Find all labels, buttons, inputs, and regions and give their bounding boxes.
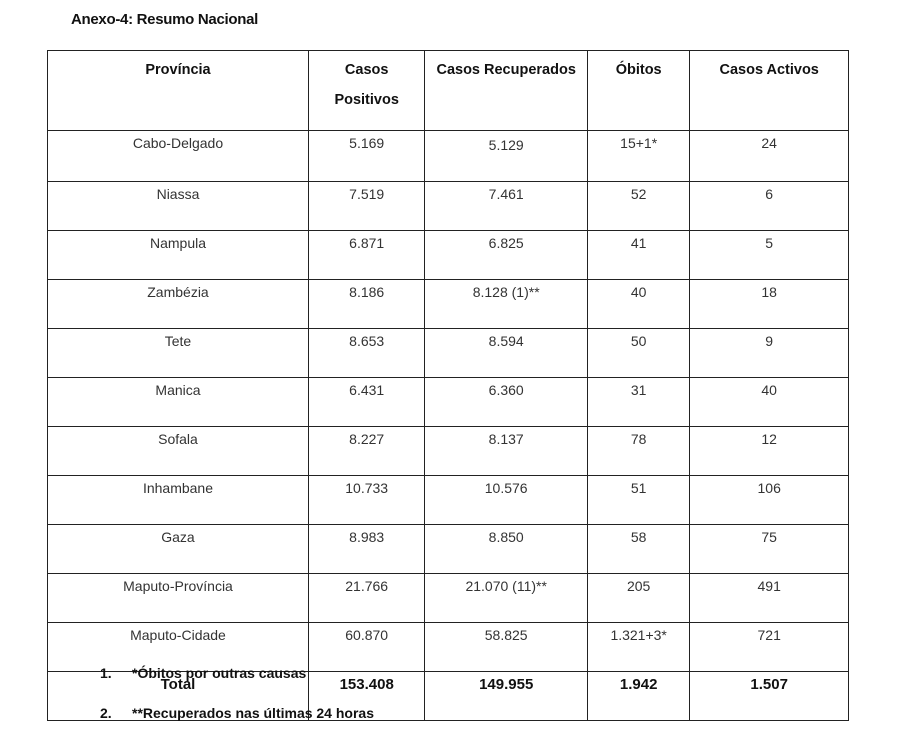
cell-provincia: Maputo-Província <box>48 574 309 623</box>
cell-obitos: 78 <box>587 427 689 476</box>
cell-provincia: Cabo-Delgado <box>48 131 309 182</box>
cell-casos-positivos: 10.733 <box>308 476 424 525</box>
cell-casos-activos: 18 <box>690 280 849 329</box>
cell-casos-activos: 106 <box>690 476 849 525</box>
cell-casos-recuperados: 6.360 <box>425 378 588 427</box>
cell-casos-positivos: 8.983 <box>308 525 424 574</box>
cell-casos-positivos: 5.169 <box>308 131 424 182</box>
cell-casos-positivos: 6.431 <box>308 378 424 427</box>
cell-casos-recuperados: 10.576 <box>425 476 588 525</box>
cell-casos-activos: 491 <box>690 574 849 623</box>
total-casos-activos: 1.507 <box>690 672 849 721</box>
footnotes <box>100 665 374 745</box>
footnote-number: 1. <box>100 665 112 681</box>
footnote <box>100 705 374 745</box>
cell-obitos: 31 <box>587 378 689 427</box>
cell-casos-activos: 24 <box>690 131 849 182</box>
table-row <box>48 378 849 427</box>
cell-casos-activos: 40 <box>690 378 849 427</box>
footnote-number: 2. <box>100 705 112 721</box>
cell-casos-activos: 5 <box>690 231 849 280</box>
footnote-text: *Óbitos por outras causas <box>132 665 307 681</box>
cell-casos-recuperados: 8.594 <box>425 329 588 378</box>
cell-obitos: 40 <box>587 280 689 329</box>
table-row <box>48 427 849 476</box>
footnote-text: **Recuperados nas últimas 24 horas <box>132 705 374 721</box>
table-row <box>48 280 849 329</box>
cell-casos-positivos: 8.653 <box>308 329 424 378</box>
total-casos-recuperados: 149.955 <box>425 672 588 721</box>
table-row <box>48 574 849 623</box>
cell-casos-activos: 12 <box>690 427 849 476</box>
cell-casos-recuperados: 8.850 <box>425 525 588 574</box>
cell-casos-recuperados: 8.128 (1)** <box>425 280 588 329</box>
cell-casos-positivos: 8.186 <box>308 280 424 329</box>
header-casos-line1: Casos <box>344 62 389 78</box>
cell-casos-activos: 9 <box>690 329 849 378</box>
table-row <box>48 182 849 231</box>
cell-casos-recuperados: 21.070 (11)** <box>425 574 588 623</box>
cell-casos-activos: 721 <box>690 623 849 672</box>
cell-casos-recuperados: 5.129 <box>425 131 588 182</box>
table-row <box>48 231 849 280</box>
cell-provincia: Inhambane <box>48 476 309 525</box>
header-obitos: Óbitos <box>587 51 689 131</box>
cell-obitos: 1.321+3* <box>587 623 689 672</box>
total-obitos: 1.942 <box>587 672 689 721</box>
footnote <box>100 665 374 705</box>
cell-casos-activos: 6 <box>690 182 849 231</box>
cell-provincia: Nampula <box>48 231 309 280</box>
total-provincia: Total <box>48 672 309 721</box>
table-header-row <box>48 51 849 131</box>
cell-casos-positivos: 8.227 <box>308 427 424 476</box>
cell-casos-positivos: 21.766 <box>308 574 424 623</box>
table-row <box>48 329 849 378</box>
cell-casos-activos: 75 <box>690 525 849 574</box>
cell-casos-positivos: 7.519 <box>308 182 424 231</box>
cell-casos-recuperados: 6.825 <box>425 231 588 280</box>
cell-provincia: Zambézia <box>48 280 309 329</box>
header-casos-activos: Casos Activos <box>690 51 849 131</box>
cell-obitos: 205 <box>587 574 689 623</box>
cell-obitos: 15+1* <box>587 131 689 182</box>
cell-casos-recuperados: 8.137 <box>425 427 588 476</box>
cell-provincia: Sofala <box>48 427 309 476</box>
cell-casos-recuperados: 7.461 <box>425 182 588 231</box>
table-row <box>48 525 849 574</box>
table-row <box>48 131 849 182</box>
cell-obitos: 51 <box>587 476 689 525</box>
header-casos-line2: Positivos <box>334 92 399 108</box>
national-summary-table <box>47 50 849 721</box>
header-provincia: Província <box>48 51 309 131</box>
header-casos-positivos <box>308 51 424 131</box>
document-title: Anexo-4: Resumo Nacional <box>71 11 259 28</box>
cell-casos-recuperados: 58.825 <box>425 623 588 672</box>
cell-provincia: Niassa <box>48 182 309 231</box>
header-casos-recuperados: Casos Recuperados <box>425 51 588 131</box>
cell-provincia: Manica <box>48 378 309 427</box>
cell-provincia: Tete <box>48 329 309 378</box>
table-row <box>48 476 849 525</box>
total-casos-positivos: 153.408 <box>308 672 424 721</box>
cell-casos-positivos: 6.871 <box>308 231 424 280</box>
cell-casos-positivos: 60.870 <box>308 623 424 672</box>
cell-obitos: 52 <box>587 182 689 231</box>
cell-obitos: 41 <box>587 231 689 280</box>
cell-obitos: 58 <box>587 525 689 574</box>
cell-obitos: 50 <box>587 329 689 378</box>
cell-provincia: Maputo-Cidade <box>48 623 309 672</box>
cell-provincia: Gaza <box>48 525 309 574</box>
